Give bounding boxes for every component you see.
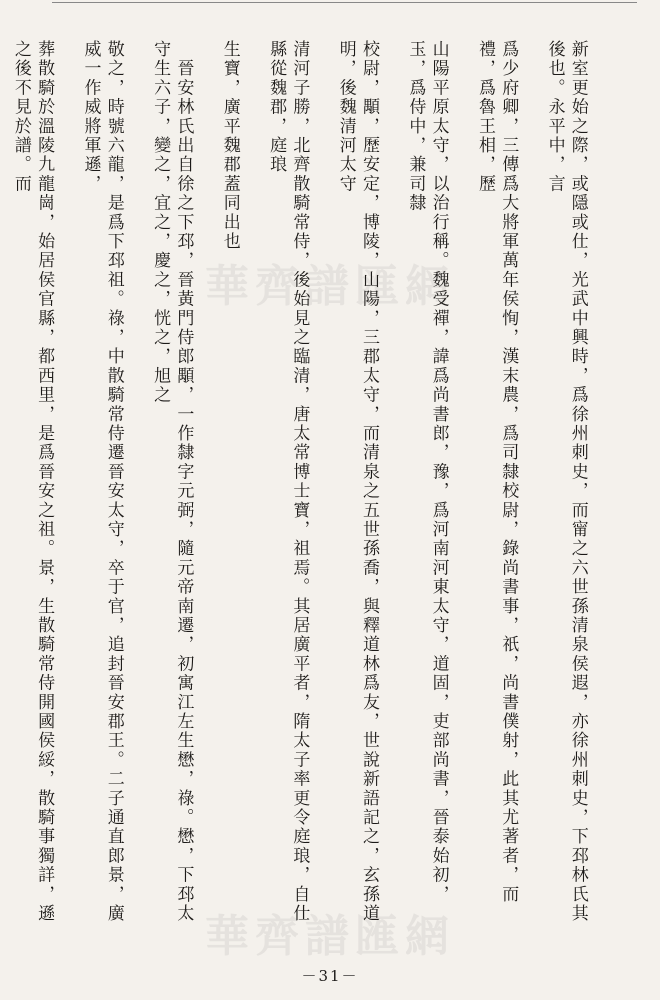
vertical-text-body bbox=[10, 40, 612, 930]
text-column: 清河子勝，北齊散騎常侍，後始見之臨清，唐太常博士寶，祖焉。其居廣平者，隋太子率更令庭琅，自仕縣從魏郡，庭琅 bbox=[266, 40, 310, 924]
text-column: 校尉，顒，歷安定，博陵，山陽，三郡太守，而清泉之五世孫喬，與釋道林爲友，世說新語記之，玄孫道明，後魏清河太守 bbox=[335, 40, 379, 924]
text-column: 晉安林氏出自徐之下邳，晉黃門侍郎顒，一作隸字元弼，隨元帝南遷，初寓江左生懋，祿。懋，下邳太守生六子，變之，宜之，慶之，恍之，旭之 bbox=[150, 40, 194, 924]
page-number: －31－ bbox=[301, 967, 359, 985]
text-column: 爲少府卿，三傳爲大將軍萬年侯恂，漢末農，爲司隸校尉，錄尚書事，祇，尚書僕射，此其尤著者，而禮，爲魯王相，歷 bbox=[474, 40, 519, 904]
text-column: 敬之，時號六龍，是爲下邳祖。祿，中散騎常侍遷晉安太守，卒于官，追封晉安郡王。二子通直郎景，廣威一作威將軍遜， bbox=[80, 40, 124, 924]
text-column: 新室更始之際，或隱或仕，光武中興時，爲徐州刺史，而甯之六世孫清泉侯遐，亦徐州刺史，下邳林氏其後也。永平中，言 bbox=[544, 40, 588, 924]
top-border-line bbox=[52, 2, 637, 3]
watermark: 華齊譜匯網 bbox=[205, 911, 455, 962]
text-column: 生寶，廣平魏郡蓋同出也 bbox=[219, 40, 240, 252]
text-column: 葬散騎於溫陵九龍崗，始居侯官縣，都西里，是爲晉安之祖。景，生散騎常侍開國侯綏，散騎事獨詳，遜之後不見於譜。而 bbox=[10, 40, 55, 924]
watermark: 華齊譜匯網 bbox=[205, 261, 455, 312]
text-column: 山陽平原太守，以治行稱。魏受禪，諱爲尚書郎，豫，爲河南河東太守，道固，吏部尚書，晉泰始初，玉，爲侍中，兼司隸 bbox=[405, 40, 449, 904]
